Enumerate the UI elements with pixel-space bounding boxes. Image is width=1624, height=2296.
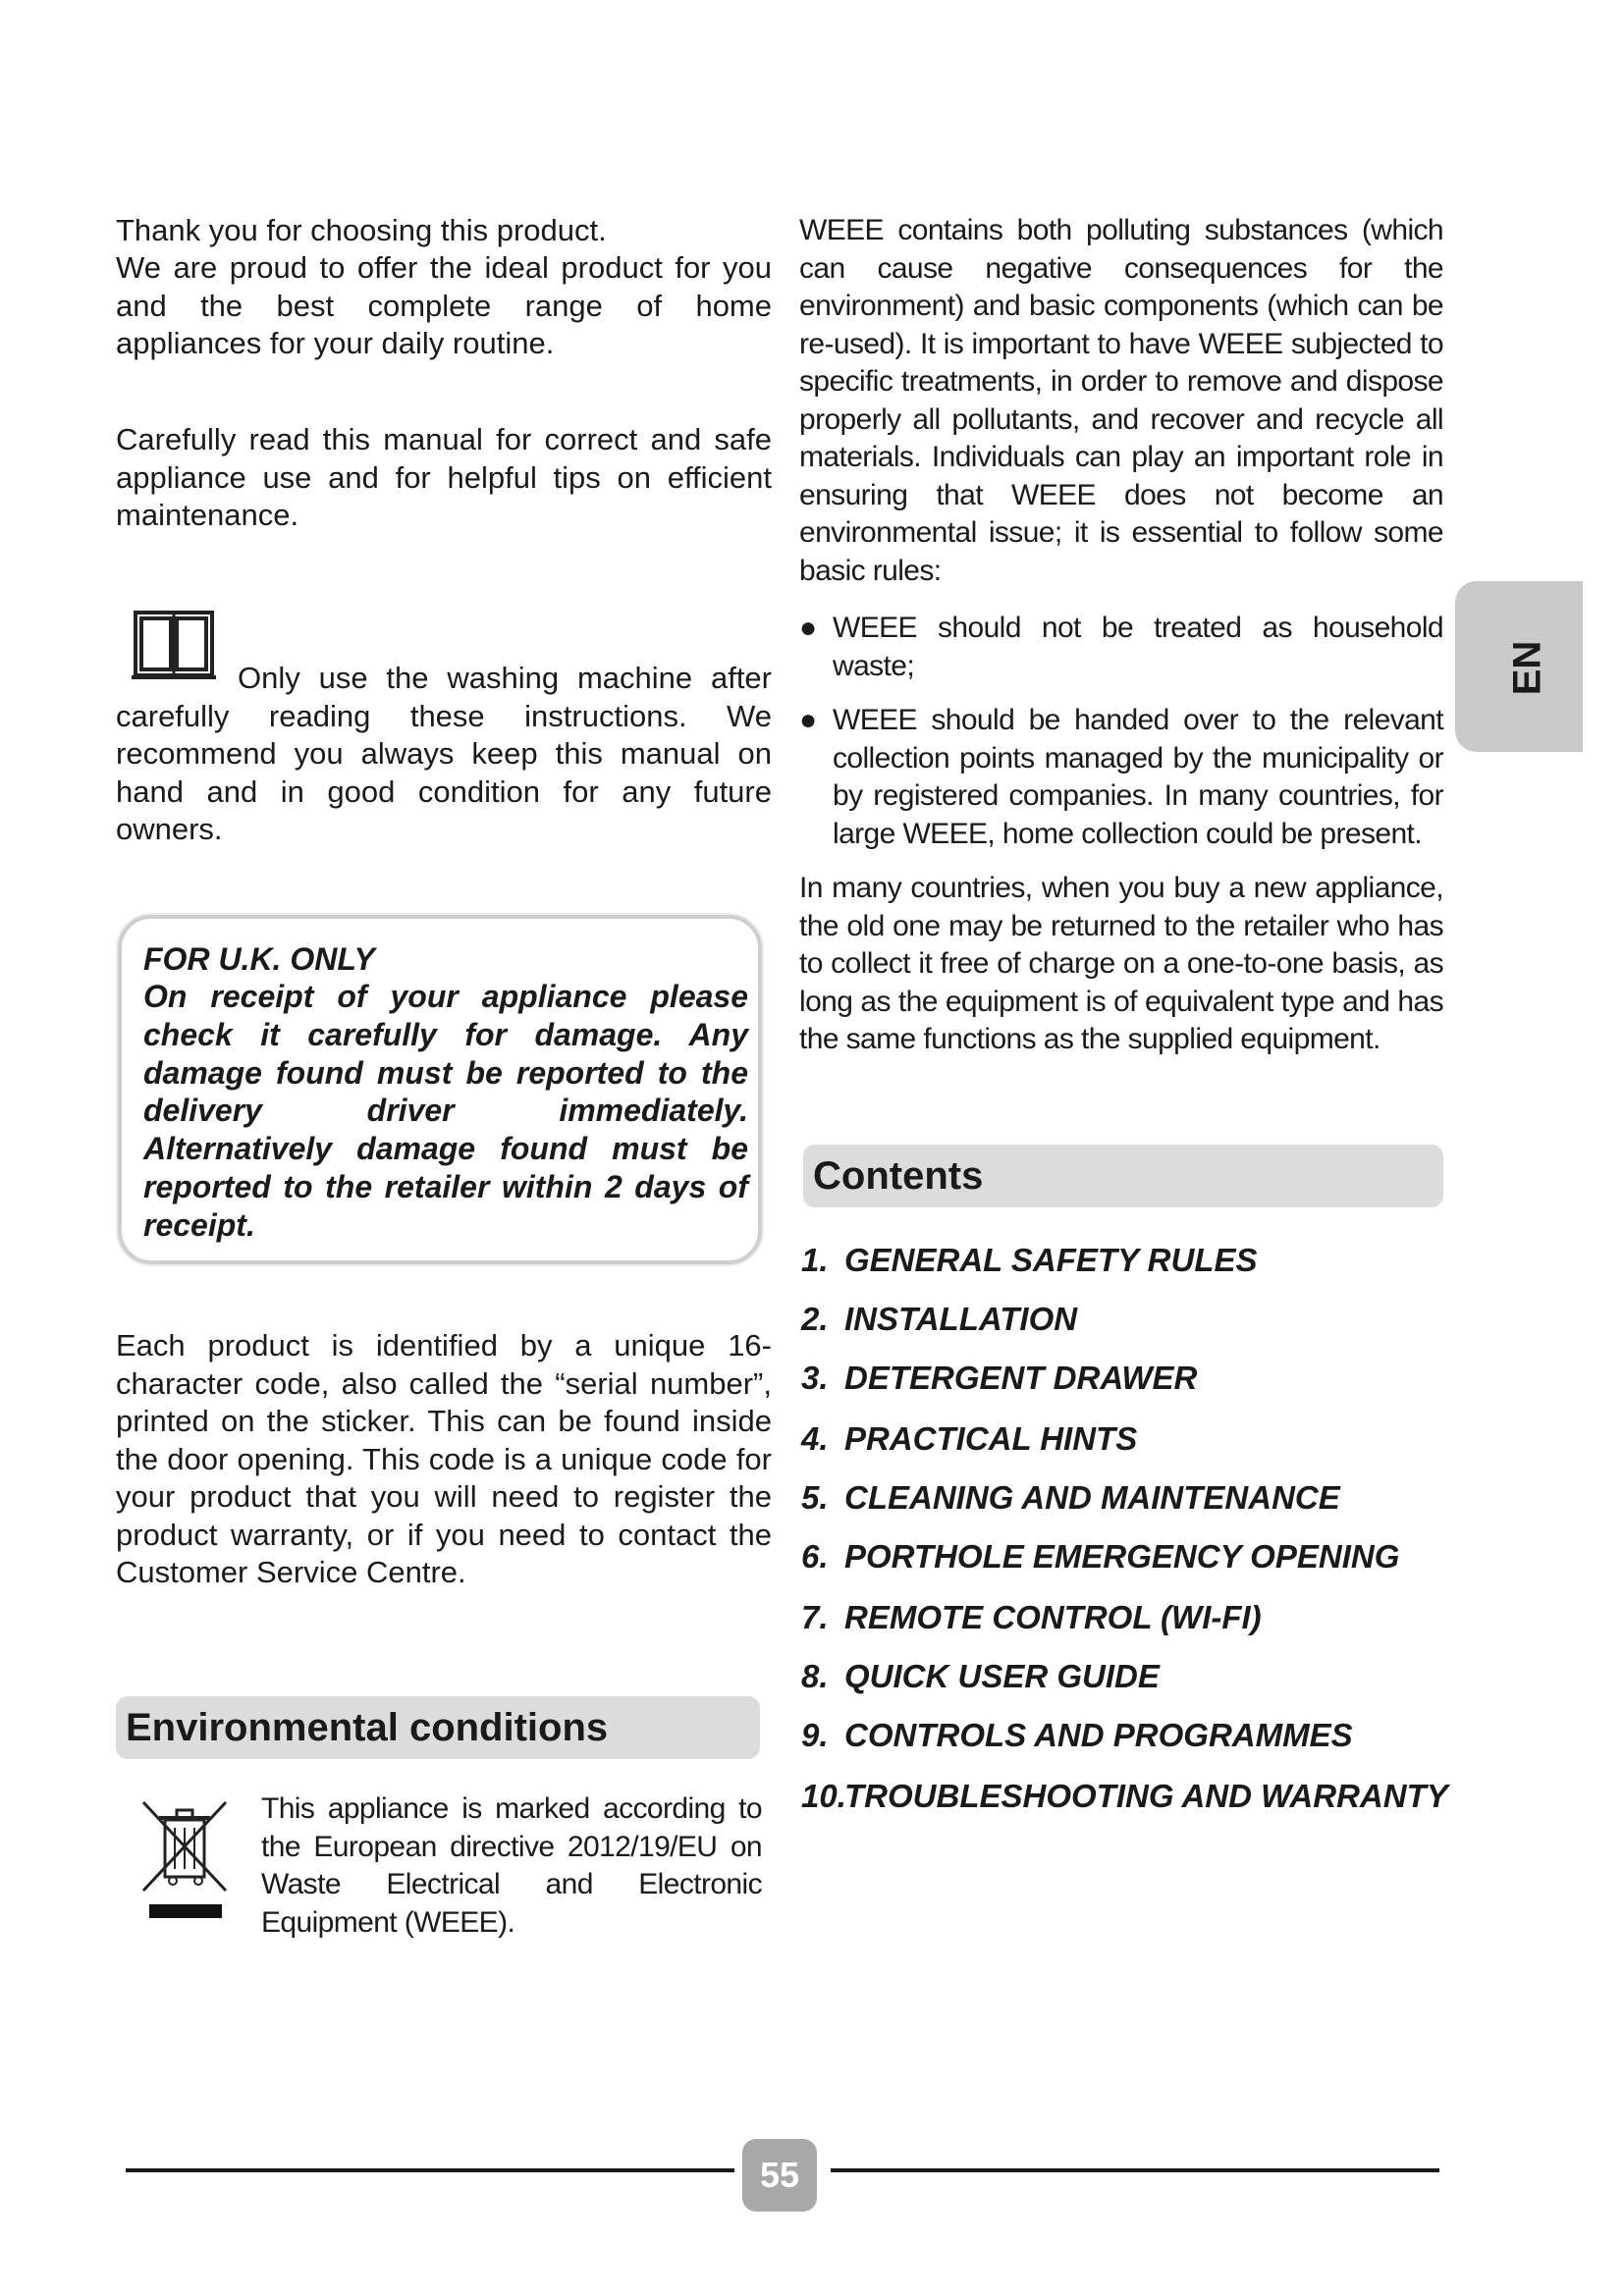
toc-item: 1. GENERAL SAFETY RULES [801,1242,1258,1278]
uk-only-notice-box [118,915,762,1264]
careful-read-paragraph: Carefully read this manual for correct and safe appliance use and for helpful tips on efficient maintenance. [116,422,772,532]
toc-item: 4. PRACTICAL HINTS [801,1420,1138,1457]
footer-rule-right [831,2168,1439,2172]
page-number: 55 [742,2139,817,2212]
toc-item: 5. CLEANING AND MAINTENANCE [801,1479,1340,1516]
list-item [799,610,1443,685]
weee-rules-list [799,610,1443,853]
bullet-icon: ● [799,612,818,644]
intro-paragraph: We are proud to offer the ideal product for you and the best complete range of home appliances for your daily routine. [116,250,772,360]
manual-note-paragraph: Only use the washing machine after carefully reading these instructions. We recommend you always keep this manual on hand and in good condition for any future owners. [116,661,772,846]
intro-line-1: Thank you for choosing this product. [116,213,607,247]
footer-rule-left [126,2168,734,2172]
bullet-text: WEEE should not be treated as household waste; [833,612,1443,682]
crossed-out-bin-icon [137,1796,232,1924]
toc-item: 3. DETERGENT DRAWER [801,1360,1198,1396]
bullet-text: WEEE should be handed over to the relevant collection points managed by the municipality or by registered companies. In many countries, for large WEEE, home collection could be present. [833,704,1443,850]
weee-marking-paragraph: This appliance is marked according to the European directive 2012/19/EU on Waste Electrical and Electronic Equipment (WEEE). [261,1792,762,1939]
toc-item: 10.TROUBLESHOOTING AND WARRANTY [801,1778,1448,1814]
weee-intro-paragraph: WEEE contains both polluting substances (which can cause negative consequences for the environment) and basic components (which can be re-used). It is important to have WEEE subjected to specific treatments, in order to remove and dispose properly all pollutants, and recover and recycle all materials. Individuals can play an important role in ensuring that WEEE does not become an environmental issue; it is essential to follow some basic rules: [799,214,1443,587]
environmental-conditions-heading: Environmental conditions [116,1696,760,1759]
uk-only-title: FOR U.K. ONLY [143,941,375,977]
toc-item: 9. CONTROLS AND PROGRAMMES [801,1717,1353,1753]
toc-item: 2. INSTALLATION [801,1301,1078,1337]
bullet-icon: ● [799,704,818,736]
language-tab [1455,581,1583,752]
list-item [799,702,1443,853]
contents-list [801,1241,1469,1816]
contents-heading: Contents [803,1145,1443,1207]
serial-code-paragraph: Each product is identified by a unique 16-character code, also called the “serial number”, printed on the sticker. This can be found inside the door opening. This code is a unique code for your product that you will need to register the product warranty, or if you need to contact the Customer Service Centre. [116,1328,772,1589]
toc-item: 7. REMOTE CONTROL (WI-FI) [801,1599,1262,1635]
toc-item: 6. PORTHOLE EMERGENCY OPENING [801,1538,1400,1575]
language-tab-label: EN [1505,640,1549,696]
uk-only-text: On receipt of your appliance please check it carefully for damage. Any damage found must be reported to the delivery driver immediately. Alternatively damage found must be reported to the retailer within 2 days of receipt. [143,979,748,1243]
return-appliance-paragraph: In many countries, when you buy a new appliance, the old one may be returned to the retailer who has to collect it free of charge on a one-to-one basis, as long as the equipment is of equivalent type and has the same functions as the supplied equipment. [799,872,1443,1055]
toc-item: 8. QUICK USER GUIDE [801,1658,1160,1694]
